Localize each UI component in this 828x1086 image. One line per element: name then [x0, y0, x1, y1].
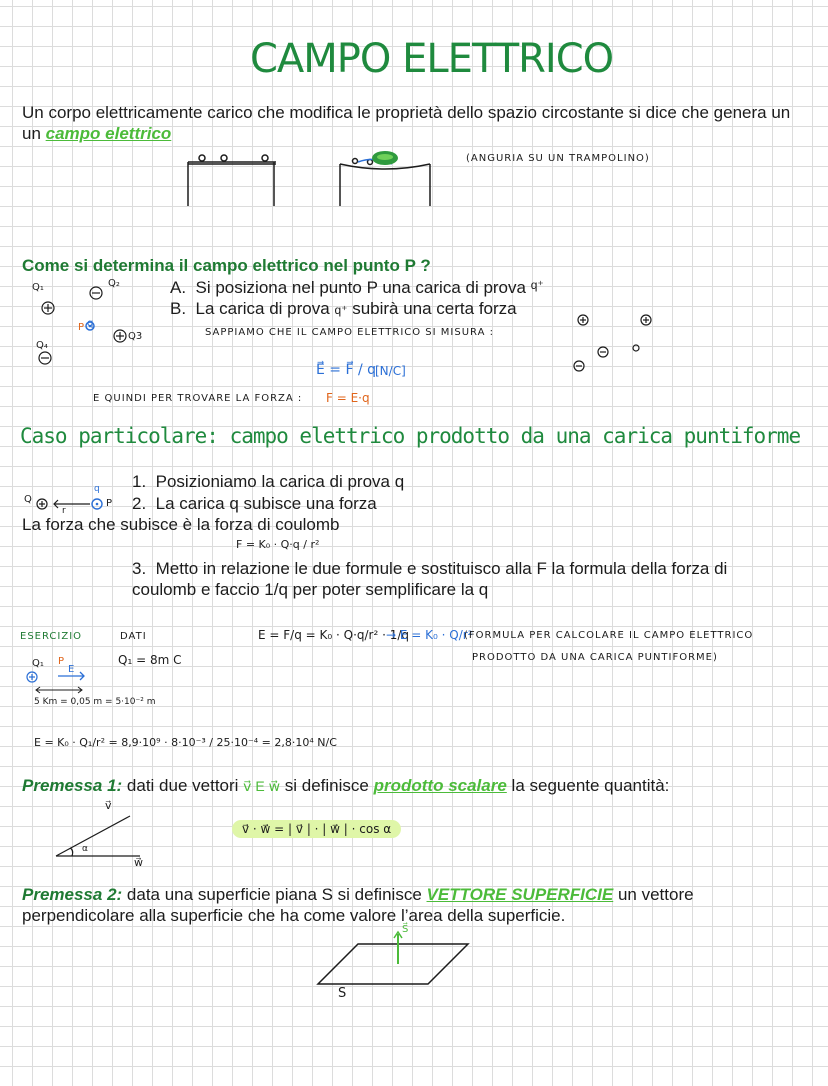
premessa-2-line2: perpendicolare alla superficie che ha come valore l’area della superficie. — [22, 906, 566, 925]
force-note: E QUINDI PER TROVARE LA FORZA : — [93, 393, 303, 404]
formula-note-2: PRODOTTO DA UNA CARICA PUNTIFORME) — [472, 652, 718, 663]
label-q4: Q₄ — [36, 340, 48, 351]
dati-value: Q₁ = 8m C — [118, 653, 182, 667]
diagram-label-p: P — [106, 498, 113, 509]
step-1: 1. Posizioniamo la carica di prova q — [132, 472, 405, 491]
label-q3: Q3 — [128, 331, 143, 342]
label-q1: Q₁ — [32, 282, 44, 293]
trampoline-sketch — [180, 148, 480, 210]
section1-heading: Come si determina il campo elettrico nel punto P ? — [22, 256, 431, 275]
formula-units: [N/C] — [375, 364, 406, 378]
vector-w-label: w⃗ — [134, 856, 143, 869]
measure-note: SAPPIAMO CHE IL CAMPO ELETTRICO SI MISURA : — [205, 327, 494, 338]
page-title: CAMPO ELETTRICO — [250, 36, 614, 82]
formula-force: F = E·q — [326, 391, 370, 405]
exercise-p: P — [58, 656, 65, 667]
exercise-e: E — [68, 664, 75, 675]
formula-field: E⃗ = F⃗ / q — [316, 362, 377, 378]
diagram-label-r: r — [62, 506, 66, 516]
charges-diagram — [28, 278, 168, 368]
formula-note-1: (FORMULA PER CALCOLARE IL CAMPO ELETTRICO — [464, 630, 754, 641]
exercise-calc: E = K₀ · Q₁/r² = 8,9·10⁹ · 8·10⁻³ / 25·10⁻⁴ = 2,8·10⁴ N/C — [34, 736, 337, 749]
trampoline-note: (ANGURIA SU UN TRAMPOLINO) — [466, 153, 650, 164]
surface-vector-label: S⃗ — [402, 924, 409, 935]
section2-heading: Caso particolare: campo elettrico prodotto da una carica puntiforme — [20, 424, 801, 448]
vector-v-label: v⃗ — [105, 799, 112, 812]
charges-diagram-right — [570, 312, 670, 382]
list-item-a: A. Si posiziona nel punto P una carica di prova $^{q^+}$ — [170, 278, 544, 297]
premessa-1: Premessa 1: dati due vettori v⃗ E w⃗ si definisce prodotto scalare la seguente quantità: — [22, 776, 670, 795]
surface-s-label: S — [338, 986, 347, 1001]
label-q: q — [87, 318, 94, 329]
step-3: 3. Metto in relazione le due formule e sostituisco alla F la formula della forza di — [132, 559, 728, 578]
exercise-formula-result: → E = K₀ · Q/r² — [386, 628, 473, 642]
premessa-2: Premessa 2: data una superficie piana S si definisce VETTORE SUPERFICIE un vettore — [22, 885, 694, 904]
scalar-product-formula: v⃗ · w⃗ = | v⃗ | · | w⃗ | · cos α — [232, 820, 401, 838]
label-p: P — [78, 322, 85, 333]
exercise-label: ESERCIZIO — [20, 631, 83, 642]
diagram-label-q: Q — [24, 494, 32, 505]
alpha-label: α — [82, 844, 88, 854]
list-item-b: B. La carica di prova q⁺ subirà una certa forza — [170, 299, 517, 318]
coulomb-line: La forza che subisce è la forza di coulomb — [22, 515, 340, 534]
exercise-distance: 5 Km = 0,05 m = 5·10⁻² m — [34, 697, 156, 707]
surface-diagram — [310, 928, 480, 990]
step-2: 2. La carica q subisce una forza — [132, 494, 377, 513]
label-q2: Q₂ — [108, 278, 120, 289]
step-3-line2: coulomb e faccio 1/q per poter semplificare la q — [132, 580, 489, 599]
formula-coulomb: F = K₀ · Q·q / r² — [236, 538, 320, 551]
diagram-label-qq: q — [94, 484, 100, 494]
campo-elettrico-link: campo elettrico — [45, 124, 172, 143]
intro-text: Un corpo elettricamente carico che modifica le proprietà dello spazio circostante si dice che genera un — [22, 103, 791, 122]
dati-label: DATI — [120, 631, 147, 642]
exercise-formula: E = F/q = K₀ · Q·q/r² · 1/q — [258, 628, 410, 642]
exercise-q1: Q₁ — [32, 658, 44, 669]
intro-line2: un campo elettrico — [22, 124, 172, 143]
